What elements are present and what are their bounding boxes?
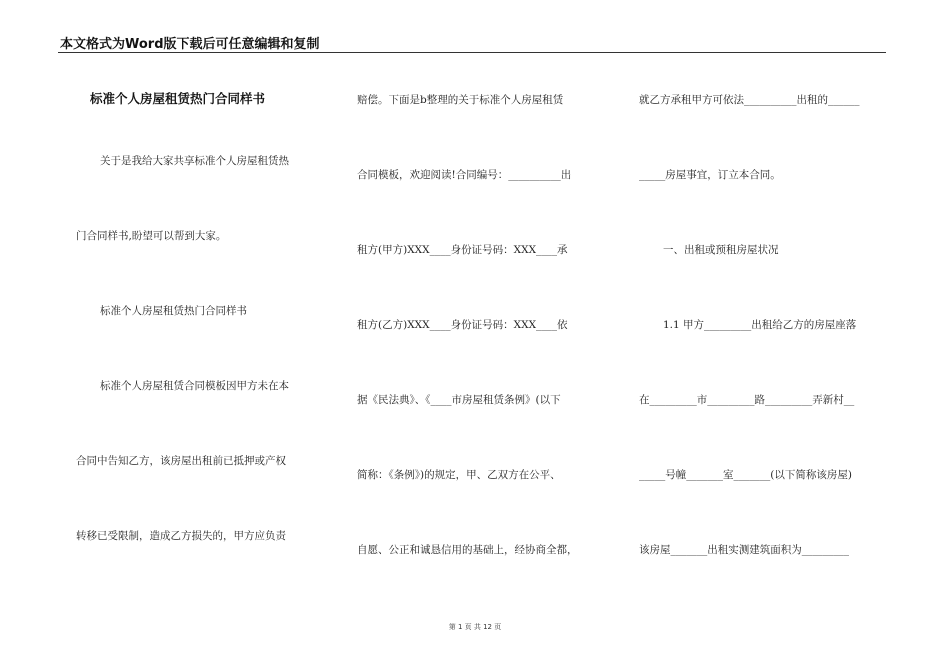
paragraph-line: 合同中告知乙方，该房屋出租前已抵押或产权: [76, 455, 286, 467]
text-column-right: [639, 0, 889, 672]
paragraph-line: _____房屋事宜，订立本合同。: [639, 169, 781, 181]
paragraph-line: 据《民法典》、《____市房屋租赁条例》(以下: [357, 394, 561, 406]
paragraph-line: 标准个人房屋租赁合同模板因甲方未在本: [100, 380, 289, 392]
document-title: 标准个人房屋租赁热门合同样书: [90, 91, 266, 106]
paragraph-line: 租方(甲方)XXX____身份证号码：XXX____承: [357, 244, 568, 256]
text-column-left: [76, 0, 326, 672]
paragraph-line: 在_________市_________路_________弄新村__: [639, 394, 855, 406]
paragraph-line: 该房屋_______出租实测建筑面积为_________: [639, 544, 849, 556]
paragraph-line: 关于是我给大家共享标准个人房屋租赁热: [100, 155, 289, 167]
section-heading: 标准个人房屋租赁热门合同样书: [100, 305, 247, 317]
text-column-middle: [357, 0, 609, 672]
paragraph-line: 门合同样书,盼望可以帮到大家。: [76, 230, 227, 242]
paragraph-line: 赔偿。下面是b整理的关于标准个人房屋租赁: [357, 94, 564, 106]
paragraph-line: 1.1 甲方_________出租给乙方的房屋座落: [663, 319, 857, 331]
page-number: 第 1 页 共 12 页: [448, 623, 502, 631]
paragraph-line: 简称：《条例》)的规定，甲、乙双方在公平、: [357, 469, 561, 481]
paragraph-line: 合同模板，欢迎阅读!合同编号：__________出: [357, 169, 572, 181]
paragraph-line: 自愿、公正和诚恳信用的基础上，经协商全都，: [357, 544, 578, 556]
section-heading: 一、出租或预租房屋状况: [663, 244, 779, 256]
paragraph-line: 就乙方承租甲方可依法__________出租的______: [639, 94, 860, 106]
paragraph-line: 转移已受限制，造成乙方损失的，甲方应负责: [76, 530, 286, 542]
document-header: 本文格式为Word版下载后可任意编辑和复制: [60, 37, 320, 52]
paragraph-line: 租方(乙方)XXX____身份证号码：XXX____依: [357, 319, 568, 331]
paragraph-line: _____号幢_______室_______(以下简称该房屋): [639, 469, 852, 481]
